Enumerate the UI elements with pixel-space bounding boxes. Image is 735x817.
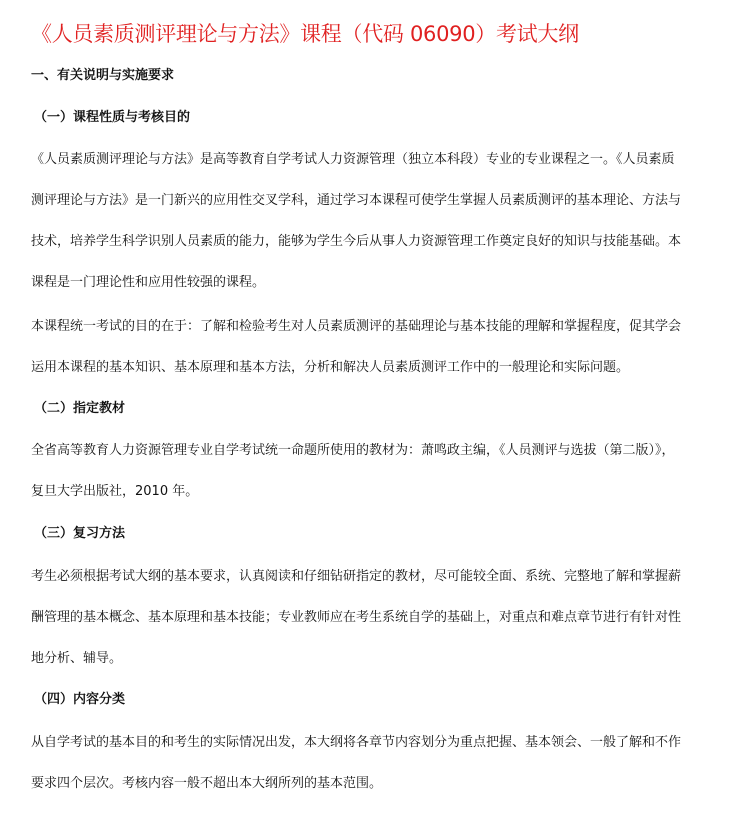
text-line: 本课程统一考试的目的在于：了解和检验考生对人员素质测评的基础理论与基本技能的理解和掌握程度，促其学会 [31,319,682,334]
section-heading: 一、有关说明与实施要求 [31,68,175,83]
text-line: 测评理论与方法》是一门新兴的应用性交叉学科，通过学习本课程可使学生掌握人员素质测评的基本理论、方法与 [31,193,682,208]
text-line: 要求四个层次。考核内容一般不超出本大纲所列的基本范围。 [31,776,383,791]
text-line: 全省高等教育人力资源管理专业自学考试统一命题所使用的教材为：萧鸣政主编，《人员测评与选拔（第二版）》， [31,443,675,458]
text-line: 技术，培养学生科学识别人员素质的能力，能够为学生今后从事人力资源管理工作奠定良好的知识与技能基础。本 [31,234,682,249]
text-line: 运用本课程的基本知识、基本原理和基本方法，分析和解决人员素质测评工作中的一般理论和实际问题。 [31,360,630,375]
text-line: 地分析、辅导。 [31,651,123,666]
text-line: 复旦大学出版社，2010 年。 [31,484,199,499]
paragraph-content-classification [31,722,731,804]
text-line: 酬管理的基本概念、基本原理和基本技能；专业教师应在考生系统自学的基础上，对重点和难点章节进行有针对性 [31,610,682,625]
subsection-heading-textbook: （二）指定教材 [34,401,126,416]
subsection-heading-content-classification: （四）内容分类 [34,692,126,707]
paragraph-course-nature [31,139,731,303]
text-line: 从自学考试的基本目的和考生的实际情况出发，本大纲将各章节内容划分为重点把握、基本领会、一般了解和不作 [31,735,682,750]
paragraph-textbook [31,430,731,512]
paragraph-review-method [31,556,731,679]
subsection-heading-review-method: （三）复习方法 [34,526,126,541]
text-line: 课程是一门理论性和应用性较强的课程。 [31,275,266,290]
subsection-heading-course-nature: （一）课程性质与考核目的 [34,110,191,125]
paragraph-exam-purpose [31,306,731,388]
text-line: 考生必须根据考试大纲的基本要求，认真阅读和仔细钻研指定的教材，尽可能较全面、系统、完整地了解和掌握薪 [31,569,682,584]
text-line: 《人员素质测评理论与方法》是高等教育自学考试人力资源管理（独立本科段）专业的专业课程之一。《人员素质 [31,152,675,167]
document-title: 《人员素质测评理论与方法》课程（代码 06090）考试大纲 [31,22,579,46]
